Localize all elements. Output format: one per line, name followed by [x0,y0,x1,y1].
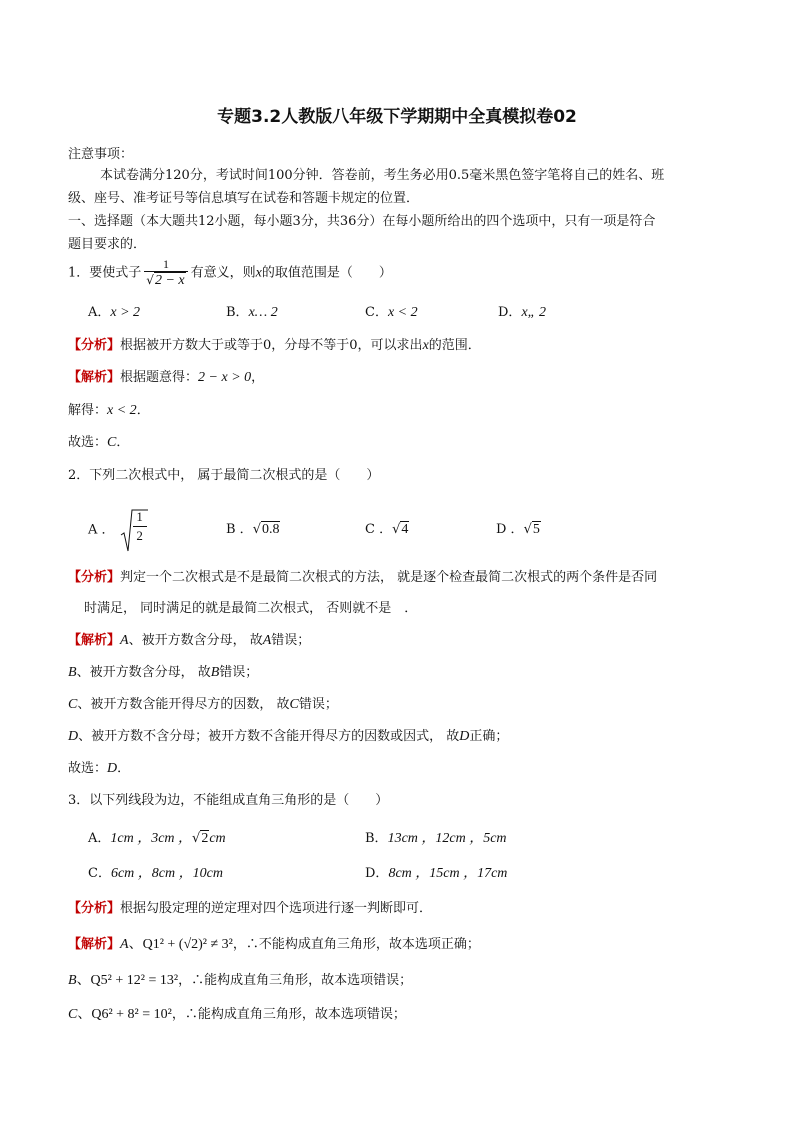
question-2-solution-b: B、被开方数含分母， 故B错误； [68,665,259,680]
question-3-option-c[interactable]: C．6cm ，8cm ，10cm [88,866,223,881]
question-1-option-a[interactable]: A．x > 2 [88,305,141,320]
question-3-analysis: 【分析】根据勾股定理的逆定理对四个选项进行逐一判断即可． [68,901,433,916]
question-1-solution: 【解析】根据题意得：2 − x > 0， [68,370,265,385]
page-title: 专题3.2人教版八年级下学期期中全真模拟卷02 [217,107,577,127]
question-3-option-a[interactable]: A．1cm ，3cm ，√2cm [88,831,226,846]
solution-tag: 【解析】 [68,937,121,952]
question-3-solution-b: B、Q5² + 12² = 13²，∴能构成直角三角形，故本选项错误； [68,973,413,988]
question-3-solution-a: 【解析】A、Q1² + (√2)² ≠ 3²，∴不能构成直角三角形，故本选项正确； [68,937,480,952]
question-2-solution-a: 【解析】A、被开方数含分母， 故A错误； [68,633,311,648]
notice-heading: 注意事项： [68,147,134,162]
question-2-analysis-line-2: 时满足， 同时满足的就是最简二次根式， 否则就不是 ． [84,601,418,616]
question-1-variable: x [255,265,262,281]
question-2-option-a[interactable]: A ． 1 2 [88,507,149,554]
analysis-tag: 【分析】 [68,570,121,585]
question-1-solve: 解得：x < 2． [68,403,150,418]
question-3-stem: 3．以下列线段为边，不能组成直角三角形的是（ ） [68,793,389,808]
analysis-tag: 【分析】 [68,338,121,353]
question-3-option-d[interactable]: D．8cm ，15cm ，17cm [365,866,508,881]
radical-fraction: 1 2 [119,507,149,553]
question-1-answer: 故选：C． [68,435,130,450]
section-heading-line-2: 题目要求的． [68,237,147,252]
notice-line-2: 级、座号、准考证号等信息填写在试卷和答题卡规定的位置． [68,191,420,206]
question-1-analysis: 【分析】根据被开方数大于或等于0，分母不等于0，可以求出x的范围． [68,338,481,353]
analysis-tag: 【分析】 [68,901,121,916]
fraction-denominator: 2 − x [154,273,185,288]
question-2-analysis-line-1: 【分析】判定一个二次根式是不是最简二次根式的方法， 就是逐个检查最简二次根式的两个条件是否同 [68,570,658,585]
question-2-solution-d: D、被开方数不含分母；被开方数不含能开得尽方的因数或因式， 故D正确； [68,729,509,744]
question-3-solution-c: C、Q6² + 8² = 10²，∴能构成直角三角形，故本选项错误； [68,1007,406,1022]
fraction-numerator: 1 [162,257,169,271]
question-1-option-c[interactable]: C．x < 2 [365,305,418,320]
question-2-option-b[interactable]: B ．√0.8 [226,522,280,537]
question-1-suffix-b: 的取值范围是（ ） [261,265,392,281]
question-1-stem [68,258,392,289]
question-3-option-b[interactable]: B．13cm ，12cm ，5cm [365,831,507,846]
question-1-prefix: 1．要使式子 [68,265,142,281]
question-2-answer: 故选：D． [68,761,131,776]
question-1-option-b[interactable]: B．x… 2 [226,305,278,320]
question-2-option-d[interactable]: D ．√5 [496,522,540,537]
question-2-solution-c: C、被开方数含能开得尽方的因数， 故C错误； [68,697,338,712]
section-heading-line-1: 一、选择题（本大题共12小题，每小题3分，共36分）在每小题所给出的四个选项中，只有一项是符合 [68,214,656,229]
question-1-suffix-a: 有意义，则 [190,265,256,281]
question-2-stem: 2．下列二次根式中， 属于最简二次根式的是（ ） [68,468,380,483]
solution-tag: 【解析】 [68,633,121,648]
question-1-fraction: $\frac{1}{√2 - x}$ [144,258,187,288]
solution-tag: 【解析】 [68,370,121,385]
notice-line-1: 本试卷满分120分，考试时间100分钟．答卷前，考生务必用0.5毫米黑色签字笔将自己的姓名、班 [100,168,665,183]
question-1-option-d[interactable]: D．x„ 2 [498,305,546,320]
question-2-option-c[interactable]: C ．√4 [365,522,409,537]
